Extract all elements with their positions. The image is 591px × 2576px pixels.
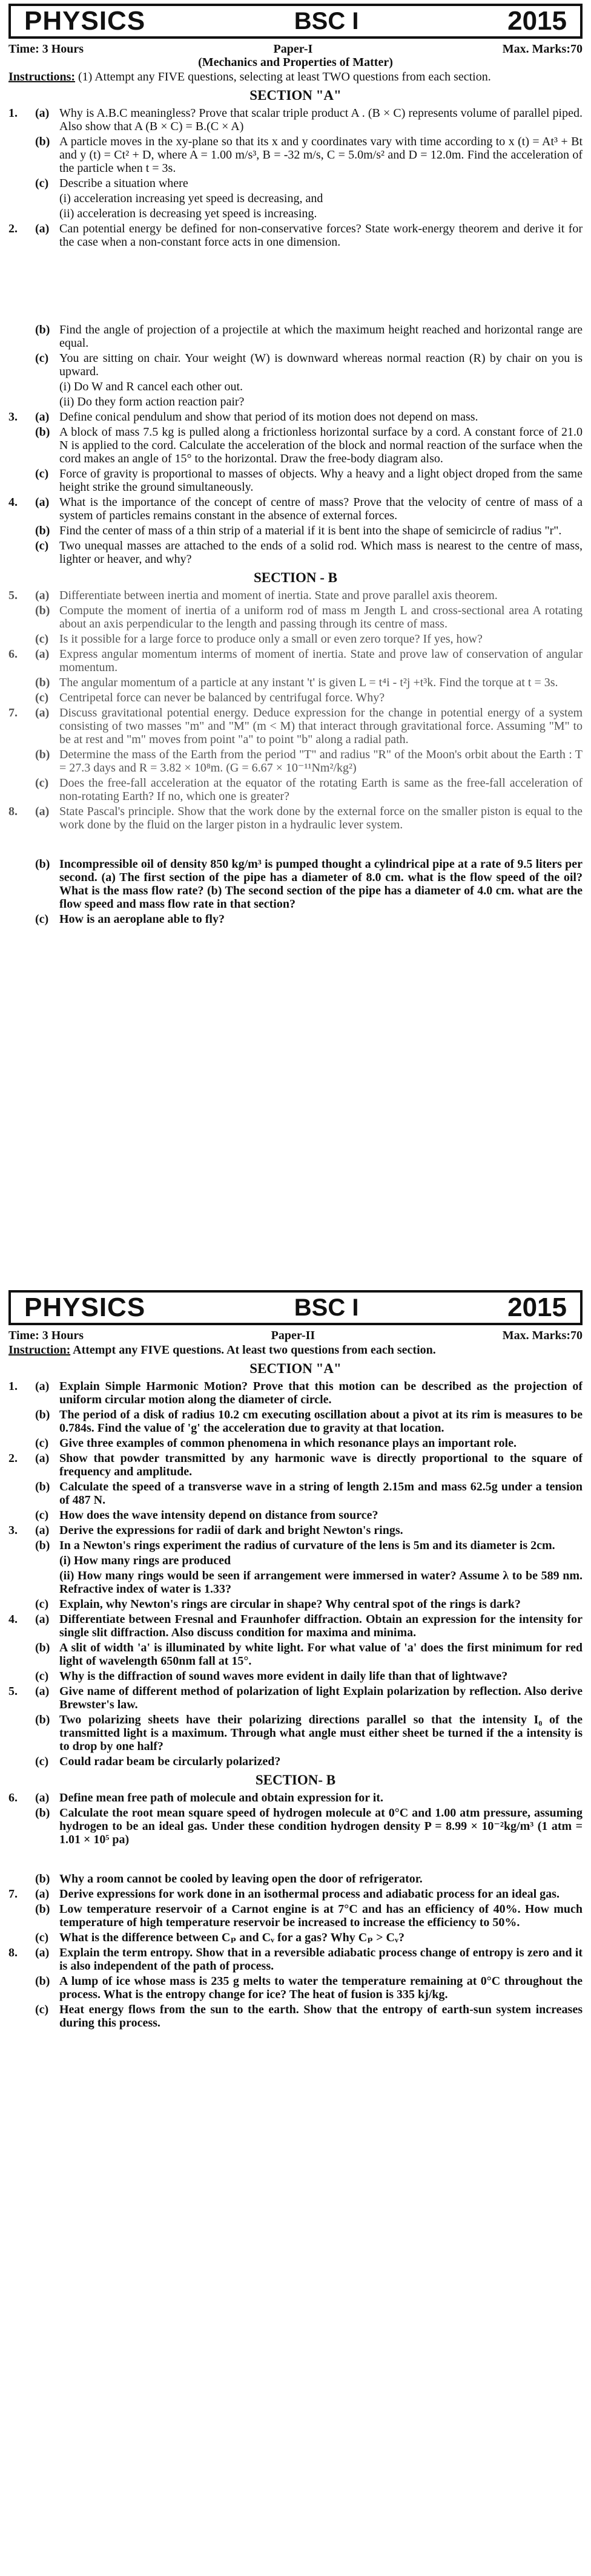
paper-subtitle: (Mechanics and Properties of Matter) (198, 56, 393, 69)
question-list (8, 1380, 583, 1768)
part-label: (c) (35, 1509, 49, 1522)
question-number (8, 1872, 35, 1886)
question-text: The angular momentum of a particle at any instant 't' is given L = t⁴i - t²j +t³k. Find the torque at t = 3s. (59, 676, 558, 689)
part-label: (b) (35, 1872, 50, 1886)
question-text: Force of gravity is proportional to masses of objects. Why a heavy and a light object droped from the same height strike the ground simultaneously. (59, 467, 583, 494)
question-part (8, 2003, 583, 2030)
part-label (35, 1569, 59, 1596)
question-text: Can potential energy be defined for non-conservative forces? State work-energy theorem and derive it for the case when a non-constant force acts in one dimension. (59, 222, 583, 249)
question-text: Is it possible for a large force to produce only a small or even zero torque? If yes, how? (59, 632, 483, 646)
part-label (35, 380, 59, 393)
question-text: Derive expressions for work done in an isothermal process and adiabatic process for an ideal gas. (59, 1887, 560, 1901)
part-label: (b) (35, 135, 50, 148)
part-label: (a) (35, 805, 50, 818)
question-number (8, 467, 35, 494)
part-label: (b) (35, 1480, 50, 1493)
question-text: A block of mass 7.5 kg is pulled along a frictionless horizontal surface by a cord. A constant force of 21.0 N is applied to the cord. Calculate the acceleration of the block and normal reaction of the surface when the cord makes an angle of 15° to the horizontal. Draw the free-body diagram also. (59, 425, 583, 465)
section-a-heading: SECTION "A" (249, 1361, 342, 1376)
question-part (8, 177, 583, 190)
question-number (8, 857, 35, 911)
question-part (8, 1903, 583, 1929)
question-part (8, 1872, 583, 1886)
part-label: (c) (35, 352, 49, 365)
question-number (8, 604, 35, 631)
question-number: 8. (8, 805, 18, 818)
question-number (8, 1408, 35, 1435)
paper-2 (8, 1290, 583, 2573)
question-number: 4. (8, 1613, 18, 1626)
part-label: (b) (35, 1539, 50, 1552)
question-part (8, 1975, 583, 2001)
part-label: (c) (35, 2003, 49, 2016)
question-text: Differentiate between inertia and moment of inertia. State and prove parallel axis theorem. (59, 589, 498, 602)
part-label: (c) (35, 539, 49, 552)
question-text: Differentiate between Fresnal and Fraunhofer diffraction. Obtain an expression for the intensity for single slit diffraction. Also discuss condition for maxima and minima. (59, 1613, 583, 1639)
question-list (8, 1791, 583, 1846)
instructions (8, 70, 583, 84)
question-text: How is an aeroplane able to fly? (59, 913, 225, 926)
question-part (8, 107, 583, 133)
marks-label: Max. Marks:70 (502, 1329, 583, 1342)
question-text: Why is the diffraction of sound waves more evident in daily life than that of lightwave? (59, 1670, 508, 1683)
question-part (8, 1509, 583, 1522)
question-number (8, 1480, 35, 1507)
blank-gap (8, 833, 583, 857)
part-label: (c) (35, 1598, 49, 1611)
question-part (8, 410, 583, 424)
question-number (8, 207, 35, 220)
part-label: (a) (35, 706, 50, 719)
question-text: Two polarizing sheets have their polarizing directions parallel so that the intensity I₀ of the transmitted light is a maximum. Through what angle must either sheet be turned if the a intensity is to drop by one half? (59, 1713, 583, 1753)
question-part (8, 1887, 583, 1901)
question-part (8, 1380, 583, 1406)
instructions-label: Instruction: (8, 1343, 71, 1357)
question-text: Explain, why Newton's rings are circular in shape? Why central spot of the rings is dark? (59, 1598, 521, 1611)
part-label: (a) (35, 589, 50, 602)
question-part (8, 524, 583, 537)
question-text: Find the center of mass of a thin strip of a material if it is bent into the shape of semicircle of radius "r". (59, 524, 562, 537)
part-label: (b) (35, 1975, 50, 1988)
question-part (8, 1539, 583, 1552)
question-number: 4. (8, 496, 18, 509)
time-label: Time: 3 Hours (8, 1329, 84, 1342)
question-text: Compute the moment of inertia of a uniform rod of mass m Jength L and cross-sectional area A rotating about an axis perpendicular to the length and passing through its centre of mass. (59, 604, 583, 631)
part-label: (a) (35, 1380, 50, 1393)
question-text: Give name of different method of polarization of light Explain polarization by reflection. Also derive Brewster's law. (59, 1685, 583, 1711)
question-number (8, 1975, 35, 2001)
question-number (8, 524, 35, 537)
question-number: 2. (8, 1452, 18, 1465)
question-number (8, 425, 35, 465)
part-label: (a) (35, 1946, 50, 1959)
question-number (8, 2003, 35, 2030)
question-number (8, 192, 35, 205)
question-number (8, 395, 35, 408)
question-part (8, 1569, 583, 1596)
question-number (8, 135, 35, 175)
question-part (8, 1641, 583, 1668)
instructions-text: (1) Attempt any FIVE questions, selecting at least TWO questions from each section. (75, 70, 491, 84)
part-label (35, 192, 59, 205)
question-part (8, 496, 583, 522)
part-label: (c) (35, 177, 49, 190)
part-label: (c) (35, 776, 49, 790)
question-text: Incompressible oil of density 850 kg/m³ is pumped thought a cylindrical pipe at a rate of 9.5 liters per second. (a) The first section of the pipe has a diameter of 8.0 cm. what is the flow speed of the oil? What is the mass flow rate? (b) The second section of the pipe has a diameter of 4.0 cm. what are the flow speed and mass flow rate in that section? (59, 857, 583, 911)
question-list (8, 1872, 583, 2030)
question-number (8, 352, 35, 378)
question-number (8, 1806, 35, 1846)
question-part (8, 1685, 583, 1711)
part-label: (a) (35, 1685, 50, 1698)
question-part (8, 805, 583, 831)
part-label: (b) (35, 857, 50, 871)
part-label: (c) (35, 1437, 49, 1450)
question-part (8, 1554, 583, 1567)
question-text: (ii) acceleration is decreasing yet speed is increasing. (59, 207, 317, 220)
question-number (8, 323, 35, 350)
question-number (8, 1641, 35, 1668)
question-text: (i) Do W and R cancel each other out. (59, 380, 243, 393)
question-text: State Pascal's principle. Show that the work done by the external force on the smaller piston is equal to the work done by the fluid on the larger piston in a hydraulic lever system. (59, 805, 583, 831)
class-label: BSC I (294, 1294, 359, 1321)
meta-row (8, 42, 583, 56)
question-part (8, 1598, 583, 1611)
question-part (8, 1713, 583, 1753)
question-number: 8. (8, 1946, 18, 1959)
part-label: (c) (35, 691, 49, 704)
part-label: (a) (35, 1452, 50, 1465)
part-label: (b) (35, 1408, 50, 1421)
question-number (8, 1437, 35, 1450)
question-part (8, 1755, 583, 1768)
question-text: Two unequal masses are attached to the ends of a solid rod. Which mass is nearest to the centre of mass, lighter or heaver, and why? (59, 539, 583, 566)
question-number: 1. (8, 107, 18, 120)
question-number (8, 1931, 35, 1944)
subject-title: PHYSICS (24, 1293, 146, 1322)
part-label: (a) (35, 107, 50, 120)
part-label: (c) (35, 632, 49, 646)
question-text: Calculate the speed of a transverse wave in a string of length 2.15m and mass 62.5g under a tension of 487 N. (59, 1480, 583, 1507)
question-text: Why a room cannot be cooled by leaving open the door of refrigerator. (59, 1872, 423, 1886)
question-number: 7. (8, 1887, 18, 1901)
question-list (8, 857, 583, 926)
question-part (8, 1452, 583, 1478)
question-number (8, 1539, 35, 1552)
question-number (8, 1509, 35, 1522)
question-text: Why is A.B.C meaningless? Prove that scalar triple product A . (B × C) represents volume of parallel piped. Also show that A (B × C) = B.(C × A) (59, 107, 583, 133)
year-label: 2015 (507, 1293, 567, 1322)
question-number (8, 676, 35, 689)
question-text: (ii) How many rings would be seen if arrangement were immersed in water? Assume λ to be 589 nm. Refractive index of water is 1.33? (59, 1569, 583, 1596)
question-text: Explain the term entropy. Show that in a reversible adiabatic process change of entropy is zero and it is also independent of the path of process. (59, 1946, 583, 1973)
part-label (35, 207, 59, 220)
blank-gap (8, 251, 583, 323)
question-text: The period of a disk of radius 10.2 cm executing oscillation about a pivot at its rim is measures to be 0.784s. Find the value of 'g' the acceleration due to gravity at that location. (59, 1408, 583, 1435)
question-number (8, 691, 35, 704)
question-part (8, 1613, 583, 1639)
section-b-heading: SECTION - B (253, 570, 338, 585)
part-label (35, 395, 59, 408)
question-part (8, 857, 583, 911)
question-number (8, 1903, 35, 1929)
question-number: 3. (8, 410, 18, 424)
question-text: What is the importance of the concept of centre of mass? Prove that the velocity of centre of mass of a system of particles remains constant in the absence of external forces. (59, 496, 583, 522)
question-text: (ii) Do they form action reaction pair? (59, 395, 245, 408)
question-part (8, 192, 583, 205)
question-part (8, 323, 583, 350)
part-label: (b) (35, 748, 50, 761)
question-list (8, 589, 583, 831)
time-label: Time: 3 Hours (8, 42, 84, 56)
question-part (8, 352, 583, 378)
part-label: (c) (35, 1755, 49, 1768)
part-label: (a) (35, 1791, 50, 1804)
question-part (8, 1480, 583, 1507)
paper-1-banner (8, 4, 583, 39)
question-number (8, 1598, 35, 1611)
meta-row (8, 1329, 583, 1342)
question-part (8, 1524, 583, 1537)
question-number (8, 1755, 35, 1768)
question-number (8, 748, 35, 775)
section-b-heading: SECTION- B (255, 1772, 336, 1788)
question-part (8, 706, 583, 746)
question-text: Calculate the root mean square speed of hydrogen molecule at 0°C and 1.00 atm pressure, assuming hydrogen to be an ideal gas. Under these condition hydrogen density P = 8.99 × 10⁻²kg/m³ (1 atm = 1.01 × 10⁵ pa) (59, 1806, 583, 1846)
question-number: 7. (8, 706, 18, 719)
question-text: Could radar beam be circularly polarized? (59, 1755, 281, 1768)
part-label: (c) (35, 913, 49, 926)
question-part (8, 467, 583, 494)
question-part (8, 913, 583, 926)
instructions-label: Instructions: (8, 70, 76, 84)
question-text: Express angular momentum interms of moment of inertia. State and prove law of conservation of angular momentum. (59, 647, 583, 674)
question-part (8, 1791, 583, 1804)
question-part (8, 380, 583, 393)
question-text: (i) How many rings are produced (59, 1554, 231, 1567)
question-part (8, 425, 583, 465)
question-number (8, 1554, 35, 1567)
question-number: 5. (8, 589, 18, 602)
question-text: Low temperature reservoir of a Carnot engine is at 7°C and has an efficiency of 40%. How much temperature of high temperature reservoir be increased to increase the efficiency to 50%. (59, 1903, 583, 1929)
question-text: What is the difference between Cₚ and Cᵥ for a gas? Why Cₚ > Cᵥ? (59, 1931, 404, 1944)
question-text: Derive the expressions for radii of dark and bright Newton's rings. (59, 1524, 403, 1537)
question-part (8, 748, 583, 775)
part-label: (a) (35, 1613, 50, 1626)
year-label: 2015 (507, 6, 567, 36)
question-part (8, 1931, 583, 1944)
question-part (8, 395, 583, 408)
question-text: Define mean free path of molecule and obtain expression for it. (59, 1791, 383, 1804)
question-list (8, 107, 583, 249)
question-text: Does the free-fall acceleration at the equator of the rotating Earth is same as the free-fall acceleration of non-rotating Earth? If no, which one is greater? (59, 776, 583, 803)
part-label: (c) (35, 1931, 49, 1944)
question-text: Explain Simple Harmonic Motion? Prove that this motion can be described as the projection of uniform circular motion along the diameter of circle. (59, 1380, 583, 1406)
question-part (8, 222, 583, 249)
paper-1 (8, 4, 583, 1286)
question-part (8, 1437, 583, 1450)
question-number (8, 632, 35, 646)
part-label (35, 1554, 59, 1567)
part-label: (c) (35, 1670, 49, 1683)
question-number (8, 1670, 35, 1683)
instructions (8, 1343, 583, 1357)
question-number: 2. (8, 222, 18, 235)
question-part (8, 1946, 583, 1973)
question-part (8, 691, 583, 704)
question-text: How does the wave intensity depend on distance from source? (59, 1509, 378, 1522)
question-part (8, 632, 583, 646)
question-part (8, 604, 583, 631)
section-a-heading: SECTION "A" (249, 88, 342, 103)
question-part (8, 135, 583, 175)
part-label: (b) (35, 323, 50, 336)
part-label: (b) (35, 524, 50, 537)
question-part (8, 676, 583, 689)
question-list (8, 323, 583, 566)
blank-gap (8, 1848, 583, 1872)
question-number: 6. (8, 647, 18, 661)
question-part (8, 1806, 583, 1846)
marks-label: Max. Marks:70 (502, 42, 583, 56)
part-label: (b) (35, 1641, 50, 1654)
question-text: You are sitting on chair. Your weight (W) is downward whereas normal reaction (R) by chair on you is upward. (59, 352, 583, 378)
question-part (8, 589, 583, 602)
question-number (8, 1713, 35, 1753)
part-label: (a) (35, 1524, 50, 1537)
part-label: (a) (35, 222, 50, 235)
question-number: 3. (8, 1524, 18, 1537)
subject-title: PHYSICS (24, 6, 146, 36)
question-number (8, 913, 35, 926)
class-label: BSC I (294, 7, 359, 34)
question-part (8, 1408, 583, 1435)
question-number: 6. (8, 1791, 18, 1804)
question-part (8, 776, 583, 803)
question-text: Describe a situation where (59, 177, 188, 190)
question-text: A slit of width 'a' is illuminated by white light. For what value of 'a' does the first minimum for red light of wavelength 650nm fall at 15°. (59, 1641, 583, 1668)
question-number: 5. (8, 1685, 18, 1698)
part-label: (a) (35, 496, 50, 509)
part-label: (b) (35, 604, 50, 617)
question-text: A lump of ice whose mass is 235 g melts to water the temperature remaining at 0°C throughout the process. What is the entropy change for ice? The heat of fusion is 335 kj/kg. (59, 1975, 583, 2001)
part-label: (b) (35, 425, 50, 439)
question-text: Find the angle of projection of a projectile at which the maximum height reached and horizontal range are equal. (59, 323, 583, 350)
question-text: In a Newton's rings experiment the radius of curvature of the lens is 5m and its diameter is 2cm. (59, 1539, 555, 1552)
question-text: A particle moves in the xy-plane so that its x and y coordinates vary with time according to x (t) = At³ + Bt and y (t) = Ct² + D, where A = 1.00 m/s³, B = -32 m/s, C = 5.0m/s² and D = 12.0m. Find the acceleration of the particle when t = 3s. (59, 135, 583, 175)
question-text: Heat energy flows from the sun to the earth. Show that the entropy of earth-sun system increases during this process. (59, 2003, 583, 2030)
question-number (8, 1569, 35, 1596)
question-part (8, 1670, 583, 1683)
question-number (8, 380, 35, 393)
question-part (8, 647, 583, 674)
paper-label: Paper-II (271, 1329, 315, 1342)
part-label: (b) (35, 1713, 50, 1726)
part-label: (c) (35, 467, 49, 480)
question-text: (i) acceleration increasing yet speed is decreasing, and (59, 192, 323, 205)
paper-label: Paper-I (273, 42, 313, 56)
question-text: Discuss gravitational potential energy. Deduce expression for the change in potential energy of a system consisting of two masses "m" and "M" (m < M) that interact through gravitational force. Assuming "M" to be at rest and "m" moves from point "a" to point "b" along a radial path. (59, 706, 583, 746)
part-label: (a) (35, 410, 50, 424)
part-label: (b) (35, 1903, 50, 1916)
part-label: (a) (35, 1887, 50, 1901)
part-label: (b) (35, 676, 50, 689)
question-number: 1. (8, 1380, 18, 1393)
part-label: (a) (35, 647, 50, 661)
question-number (8, 776, 35, 803)
question-text: Show that powder transmitted by any harmonic wave is directly proportional to the square of frequency and amplitude. (59, 1452, 583, 1478)
instructions-text: Attempt any FIVE questions. At least two questions from each section. (70, 1343, 436, 1357)
question-text: Define conical pendulum and show that period of its motion does not depend on mass. (59, 410, 478, 424)
question-text: Centripetal force can never be balanced by centrifugal force. Why? (59, 691, 385, 704)
question-part (8, 539, 583, 566)
paper-2-banner (8, 1290, 583, 1325)
question-text: Determine the mass of the Earth from the period "T" and radius "R" of the Moon's orbit about the Earth : T = 27.3 days and R = 3.82 × 10⁸m. (G = 6.67 × 10⁻¹¹Nm²/kg²) (59, 748, 583, 775)
question-number (8, 177, 35, 190)
part-label: (b) (35, 1806, 50, 1820)
question-number (8, 539, 35, 566)
question-part (8, 207, 583, 220)
question-text: Give three examples of common phenomena in which resonance plays an important role. (59, 1437, 517, 1450)
